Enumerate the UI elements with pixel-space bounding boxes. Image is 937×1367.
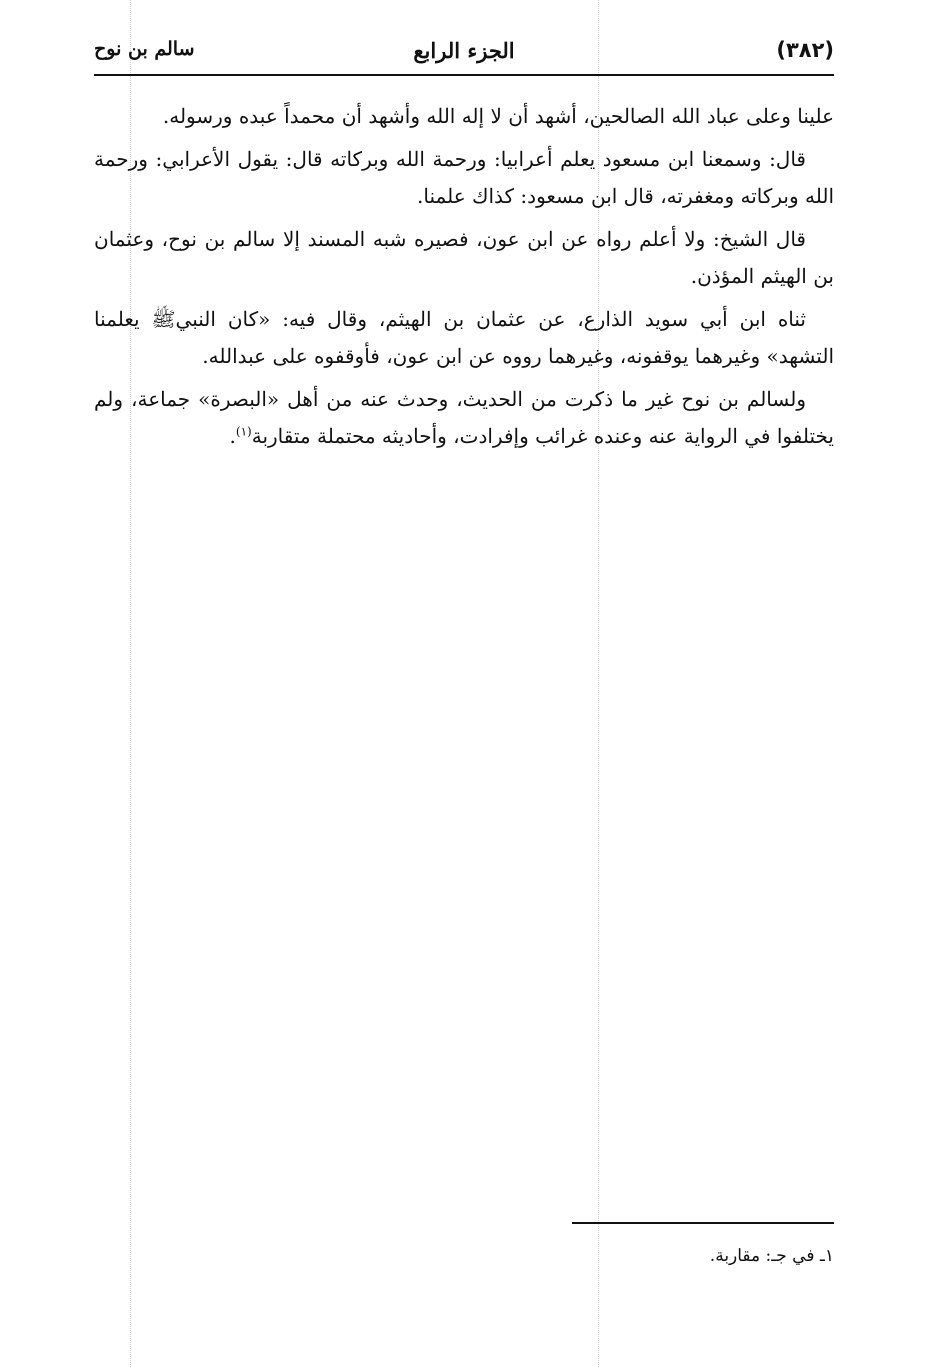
footnote-marker: (١)	[235, 424, 252, 439]
running-title: سالم بن نوح	[94, 38, 195, 60]
paragraph-2: قال: وسمعنا ابن مسعود يعلم أعرابيا: ورحمة الله وبركاته قال: يقول الأعرابي: ورحمة الله وبركاته ومغفرته، قال ابن مسعود: كذاك علمنا.	[94, 147, 834, 208]
body-text	[94, 98, 834, 461]
paragraph-3: قال الشيخ: ولا أعلم رواه عن ابن عون، فصيره شبه المسند إلا سالم بن نوح، وعثمان بن الهيثم المؤذن.	[94, 227, 834, 288]
volume-title: الجزء الرابع	[413, 38, 515, 63]
paragraph-5-text: ولسالم بن نوح غير ما ذكرت من الحديث، وحدث عنه من أهل «البصرة» جماعة، ولم يختلفوا في الرواية عنه وعنده غرائب وإفرادت، وأحاديثه محتملة متقاربة	[94, 387, 834, 448]
paragraph-1: علينا وعلى عباد الله الصالحين، أشهد أن لا إله الله وأشهد أن محمداً عبده ورسوله.	[162, 104, 834, 128]
footnote: ١ـ في جـ: مقاربة.	[709, 1246, 834, 1266]
header-rule	[94, 74, 834, 76]
footnote-rule	[572, 1222, 834, 1224]
page-number: (٣٨٢)	[776, 38, 834, 62]
paragraph-5: ولسالم بن نوح غير ما ذكرت من الحديث، وحدث عنه من أهل «البصرة» جماعة، ولم يختلفوا في الرواية عنه وعنده غرائب وإفرادت، وأحاديثه محتملة متقاربة$^{(١)}$.	[94, 387, 834, 448]
paragraph-4: ثناه ابن أبي سويد الذارع، عن عثمان بن الهيثم، وقال فيه: «كان النبيﷺ يعلمنا التشهد» وغيرهما يوقفونه، وغيرهما رووه عن ابن عون، فأوقفوه على عبدالله.	[94, 307, 834, 368]
page-header	[94, 36, 834, 72]
